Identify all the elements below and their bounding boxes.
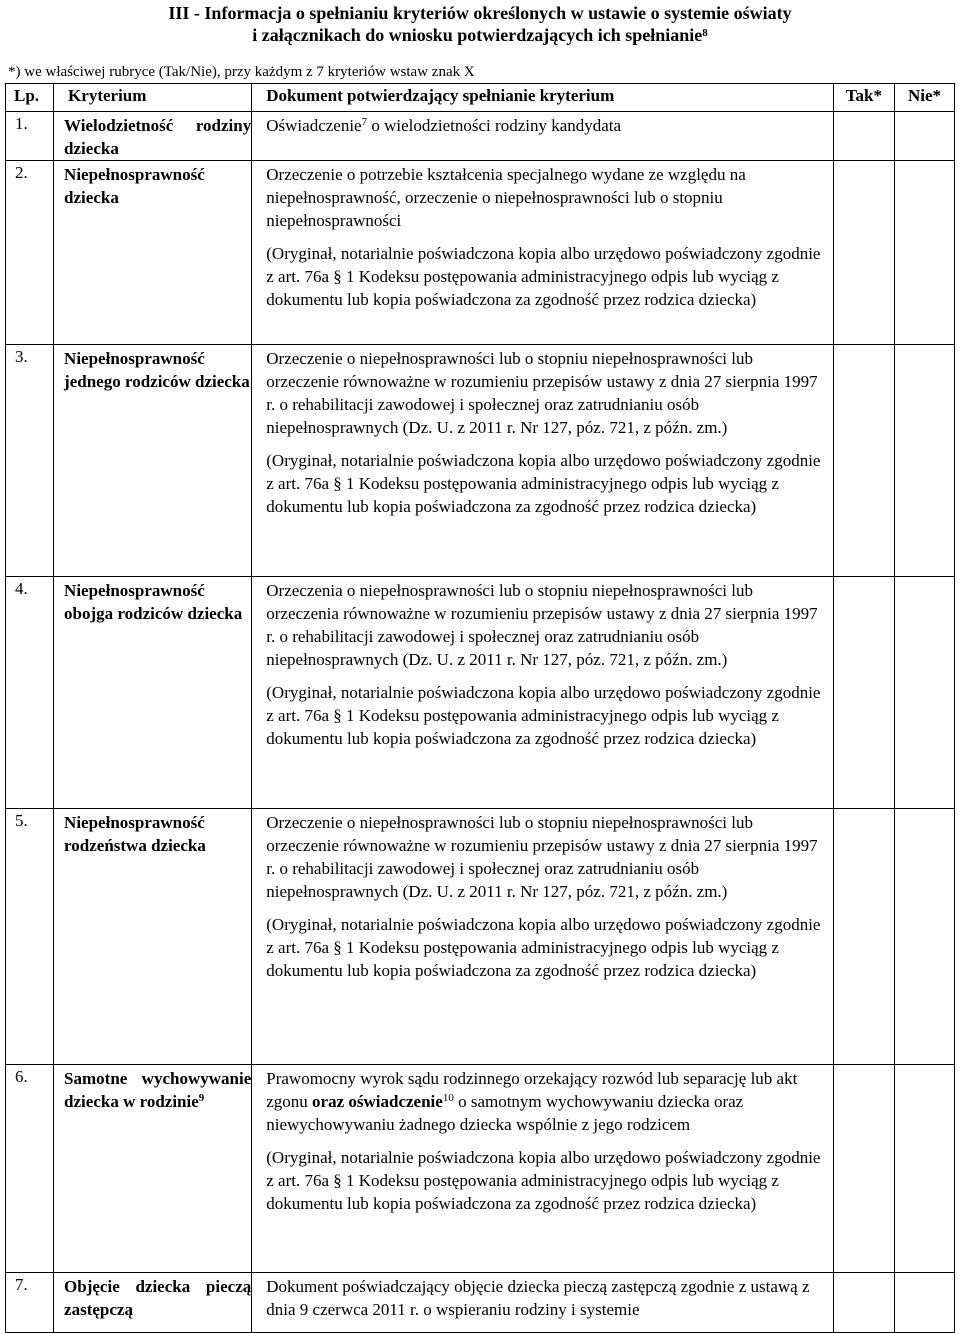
header-dokument: Dokument potwierdzający spełnianie kryterium (252, 84, 834, 112)
table-row (6, 161, 955, 345)
confirmation-note: (Oryginał, notarialnie poświadczona kopia albo urzędowo poświadczony zgodnie z art. 76a § 1 Kodeksu postępowania administracyjnego odpis lub wyciąg z dokumentu lub kopia poświadczona za zgodność przez rodzica dziecka) (266, 683, 821, 748)
nie-checkbox-cell[interactable] (894, 1065, 954, 1273)
document-title (0, 2, 960, 24)
criterion-name: Niepełnosprawność dziecka (54, 161, 252, 345)
footnote-ref: 10 (442, 1092, 454, 1104)
document-description: Orzeczenie o niepełnosprawności lub o stopniu niepełnosprawności lub orzeczenie równoważne w rozumieniu przepisów ustawy z dnia 27 sierpnia 1997 r. o rehabilitacji zawodowej i społecznej oraz zatrudnianiu osób niepełnosprawnych (Dz. U. z 2011 r. Nr 127, póz. 721, z późn. zm.) (Oryginał, notarialnie poświadczona kopia albo urzędowo poświadczony zgodnie z art. 76a § 1 Kodeksu postępowania administracyjnego odpis lub wyciąg z dokumentu lub kopia poświadczona za zgodność przez rodzica dziecka) (252, 345, 834, 577)
criterion-name: Niepełnosprawność obojga rodziców dziecka (54, 577, 252, 809)
criterion-name: Wielodzietność rodziny dziecka (54, 112, 252, 161)
document-description: Dokument poświadczający objęcie dziecka pieczą zastępczą zgodnie z ustawą z dnia 9 czerwca 2011 r. o wspieraniu rodziny i systemie (252, 1273, 834, 1333)
row-number: 6. (6, 1065, 54, 1273)
row-number: 3. (6, 345, 54, 577)
header-lp: Lp. (6, 84, 54, 112)
criterion-name: Niepełnosprawność jednego rodziców dziecka (54, 345, 252, 577)
header-tak: Tak* (833, 84, 894, 112)
table-row (6, 809, 955, 1065)
tak-checkbox-cell[interactable] (833, 809, 894, 1065)
table-row (6, 1273, 955, 1333)
table-row (6, 112, 955, 161)
criteria-table (5, 83, 955, 1333)
instruction-note: *) we właściwej rubryce (Tak/Nie), przy każdym z 7 kryteriów wstaw znak X (8, 64, 475, 80)
tak-checkbox-cell[interactable] (833, 161, 894, 345)
header-nie: Nie* (894, 84, 954, 112)
table-row (6, 1065, 955, 1273)
tak-checkbox-cell[interactable] (833, 1065, 894, 1273)
confirmation-note: (Oryginał, notarialnie poświadczona kopia albo urzędowo poświadczony zgodnie z art. 76a § 1 Kodeksu postępowania administracyjnego odpis lub wyciąg z dokumentu lub kopia poświadczona za zgodność przez rodzica dziecka) (266, 451, 821, 516)
nie-checkbox-cell[interactable] (894, 577, 954, 809)
footnote-ref: 9 (198, 1092, 205, 1104)
document-description: Orzeczenie o potrzebie kształcenia specjalnego wydane ze względu na niepełnosprawność, orzeczenie o niepełnosprawności lub o stopniu niepełnosprawności (Oryginał, notarialnie poświadczona kopia albo urzędowo poświadczony zgodnie z art. 76a § 1 Kodeksu postępowania administracyjnego odpis lub wyciąg z dokumentu lub kopia poświadczona za zgodność przez rodzica dziecka) (252, 161, 834, 345)
document-description: Orzeczenia o niepełnosprawności lub o stopniu niepełnosprawności lub orzeczenia równoważne w rozumieniu przepisów ustawy z dnia 27 sierpnia 1997 r. o rehabilitacji zawodowej i społecznej oraz zatrudnianiu osób niepełnosprawnych (Dz. U. z 2011 r. Nr 127, póz. 721, z późn. zm.) (Oryginał, notarialnie poświadczona kopia albo urzędowo poświadczony zgodnie z art. 76a § 1 Kodeksu postępowania administracyjnego odpis lub wyciąg z dokumentu lub kopia poświadczona za zgodność przez rodzica dziecka) (252, 577, 834, 809)
nie-checkbox-cell[interactable] (894, 112, 954, 161)
table-header-row (6, 84, 955, 112)
title-line-1: III - Informacja o spełnianiu kryteriów określonych w ustawie o systemie oświaty (168, 3, 792, 23)
row-number: 7. (6, 1273, 54, 1333)
footnote-ref: 8 (702, 27, 708, 39)
header-kryterium: Kryterium (54, 84, 252, 112)
nie-checkbox-cell[interactable] (894, 809, 954, 1065)
row-number: 2. (6, 161, 54, 345)
criterion-name: Niepełnosprawność rodzeństwa dziecka (54, 809, 252, 1065)
tak-checkbox-cell[interactable] (833, 112, 894, 161)
confirmation-note: (Oryginał, notarialnie poświadczona kopia albo urzędowo poświadczony zgodnie z art. 76a § 1 Kodeksu postępowania administracyjnego odpis lub wyciąg z dokumentu lub kopia poświadczona za zgodność przez rodzica dziecka) (266, 1148, 821, 1213)
footnote-ref: 7 (361, 116, 368, 128)
table-row (6, 577, 955, 809)
row-number: 4. (6, 577, 54, 809)
row-number: 1. (6, 112, 54, 161)
confirmation-note: (Oryginał, notarialnie poświadczona kopia albo urzędowo poświadczony zgodnie z art. 76a § 1 Kodeksu postępowania administracyjnego odpis lub wyciąg z dokumentu lub kopia poświadczona za zgodność przez rodzica dziecka) (266, 244, 821, 309)
criterion-name: Samotne wychowywanie dziecka w rodzinie$^9$ (54, 1065, 252, 1273)
row-number: 5. (6, 809, 54, 1065)
nie-checkbox-cell[interactable] (894, 345, 954, 577)
nie-checkbox-cell[interactable] (894, 161, 954, 345)
title-line-2: i załącznikach do wniosku potwierdzających ich spełnianie (252, 25, 703, 45)
document-subtitle (0, 24, 960, 46)
document-description: Oświadczenie$^7$ o wielodzietności rodziny kandydata (252, 112, 834, 161)
tak-checkbox-cell[interactable] (833, 1273, 894, 1333)
document-description: Orzeczenie o niepełnosprawności lub o stopniu niepełnosprawności lub orzeczenie równoważne w rozumieniu przepisów ustawy z dnia 27 sierpnia 1997 r. o rehabilitacji zawodowej i społecznej oraz zatrudnianiu osób niepełnosprawnych (Dz. U. z 2011 r. Nr 127, póz. 721, z późn. zm.) (Oryginał, notarialnie poświadczona kopia albo urzędowo poświadczony zgodnie z art. 76a § 1 Kodeksu postępowania administracyjnego odpis lub wyciąg z dokumentu lub kopia poświadczona za zgodność przez rodzica dziecka) (252, 809, 834, 1065)
tak-checkbox-cell[interactable] (833, 345, 894, 577)
nie-checkbox-cell[interactable] (894, 1273, 954, 1333)
confirmation-note: (Oryginał, notarialnie poświadczona kopia albo urzędowo poświadczony zgodnie z art. 76a § 1 Kodeksu postępowania administracyjnego odpis lub wyciąg z dokumentu lub kopia poświadczona za zgodność przez rodzica dziecka) (266, 915, 821, 980)
tak-checkbox-cell[interactable] (833, 577, 894, 809)
table-row (6, 345, 955, 577)
document-description: Prawomocny wyrok sądu rodzinnego orzekający rozwód lub separację lub akt zgonu oraz oświadczenie$^{10}$ o samotnym wychowywaniu dziecka oraz niewychowywaniu żadnego dziecka wspólnie z jego rodzicem (Oryginał, notarialnie poświadczona kopia albo urzędowo poświadczony zgodnie z art. 76a § 1 Kodeksu postępowania administracyjnego odpis lub wyciąg z dokumentu lub kopia poświadczona za zgodność przez rodzica dziecka) (252, 1065, 834, 1273)
criterion-name: Objęcie dziecka pieczą zastępczą (54, 1273, 252, 1333)
